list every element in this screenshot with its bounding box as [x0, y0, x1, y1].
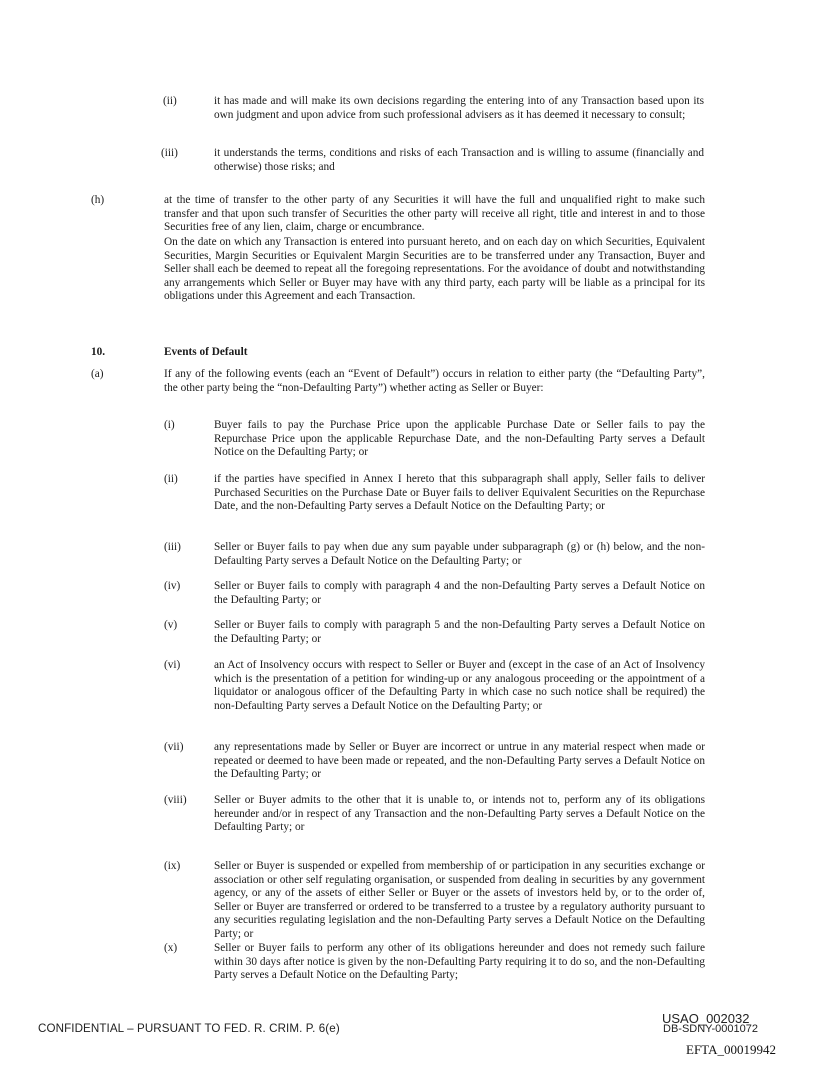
- bates-number-sdny: DB-SDNY-0001072: [663, 1023, 758, 1035]
- efta-number: EFTA_00019942: [686, 1042, 776, 1057]
- paragraph-h-text: at the time of transfer to the other party of any Securities it will have the full and unqualified right to make such transfer and that upon such transfer of Securities the other party will receive all right, title and interest in and to those Securities free of any lien, claim, charge or encumbrance.: [164, 194, 705, 234]
- section-title: Events of Default: [164, 346, 248, 358]
- event-text: if the parties have specified in Annex I hereto that this subparagraph shall apply, Seller fails to deliver Purchased Securities on the Purchase Date or Buyer fails to deliver Equivalent Securities on the Repurchase Date, and the non-Defaulting Party serves a Default Notice on the Defaulting Party; or: [214, 473, 705, 513]
- item-text: it has made and will make its own decisions regarding the entering into of any Transaction based upon its own judgment and upon advice from such professional advisers as it has deemed it necessary to consult;: [214, 95, 704, 121]
- paragraph-h-continuation: On the date on which any Transaction is entered into pursuant hereto, and on each day on which Securities, Equivalent Securities, Margin Securities or Equivalent Margin Securities are to be transferred under any Transaction, Buyer and Seller shall each be deemed to repeat all the foregoing representations. For the avoidance of doubt and notwithstanding any arrangements which Seller or Buyer may have with any third party, each party will be liable as a principal for its obligations under this Agreement and each Transaction.: [164, 236, 705, 303]
- event-number: (ii): [164, 473, 178, 485]
- event-text: Seller or Buyer admits to the other that it is unable to, or intends not to, perform any of its obligations hereunder and/or in respect of any Transaction and the non-Defaulting Party serves a Default Notice on the Defaulting Party; or: [214, 794, 705, 834]
- event-number: (viii): [164, 794, 187, 806]
- paragraph-a-text: If any of the following events (each an “Event of Default”) occurs in relation to either party (the “Defaulting Party”, the other party being the “non-Defaulting Party”) whether acting as Seller or Buyer:: [164, 368, 705, 394]
- event-text: any representations made by Seller or Buyer are incorrect or untrue in any material respect when made or repeated or deemed to have been made or repeated, and the non-Defaulting Party serves a Default Notice on the Defaulting Party; or: [214, 741, 705, 781]
- item-number: (iii): [161, 147, 178, 159]
- event-number: (vi): [164, 659, 181, 671]
- section-number: 10.: [91, 346, 106, 358]
- item-number: (ii): [163, 95, 177, 107]
- event-text: Seller or Buyer fails to comply with paragraph 4 and the non-Defaulting Party serves a Default Notice on the Defaulting Party; or: [214, 580, 705, 606]
- event-number: (iv): [164, 580, 181, 592]
- event-number: (iii): [164, 541, 181, 553]
- paragraph-number: (a): [91, 368, 104, 380]
- paragraph-number: (h): [91, 194, 105, 206]
- event-text: Seller or Buyer fails to comply with paragraph 5 and the non-Defaulting Party serves a Default Notice on the Defaulting Party; or: [214, 619, 705, 645]
- event-text: Seller or Buyer is suspended or expelled from membership of or participation in any securities exchange or association or other self regulating organisation, or suspended from dealing in securities by any government agency, or any of the assets of either Seller or Buyer or the assets of investors held by, or to the order of, Seller or Buyer are transferred or ordered to be transferred to a trustee by a regulatory authority pursuant to any securities regulating legislation and the non-Defaulting Party serves a Default Notice on the Defaulting Party; or: [214, 860, 705, 940]
- event-number: (vii): [164, 741, 184, 753]
- item-text: it understands the terms, conditions and risks of each Transaction and is willing to assume (financially and otherwise) those risks; and: [214, 147, 704, 173]
- event-text: Seller or Buyer fails to pay when due any sum payable under subparagraph (g) or (h) below, and the non-Defaulting Party serves a Default Notice on the Defaulting Party; or: [214, 541, 705, 567]
- event-number: (x): [164, 942, 178, 954]
- event-number: (i): [164, 419, 175, 431]
- bates-number-usao: USAO_002032: [662, 1011, 750, 1026]
- event-text: Buyer fails to pay the Purchase Price upon the applicable Purchase Date or Seller fails to pay the Repurchase Price upon the applicable Repurchase Date, and the non-Defaulting Party serves a Default Notice on the Defaulting Party; or: [214, 419, 705, 459]
- event-text: an Act of Insolvency occurs with respect to Seller or Buyer and (except in the case of an Act of Insolvency which is the presentation of a petition for winding-up or any analogous proceeding or the appointment of a liquidator or analogous officer of the Defaulting Party in which case no such notice shall be required) the non-Defaulting Party serves a Default Notice on the Defaulting Party; or: [214, 659, 705, 712]
- event-text: Seller or Buyer fails to perform any other of its obligations hereunder and does not remedy such failure within 30 days after notice is given by the non-Defaulting Party requiring it to do so, and the non-Defaulting Party serves a Default Notice on the Defaulting Party;: [214, 942, 705, 982]
- confidentiality-notice: CONFIDENTIAL – PURSUANT TO FED. R. CRIM. P. 6(e): [38, 1022, 340, 1035]
- event-number: (ix): [164, 860, 181, 872]
- event-number: (v): [164, 619, 178, 631]
